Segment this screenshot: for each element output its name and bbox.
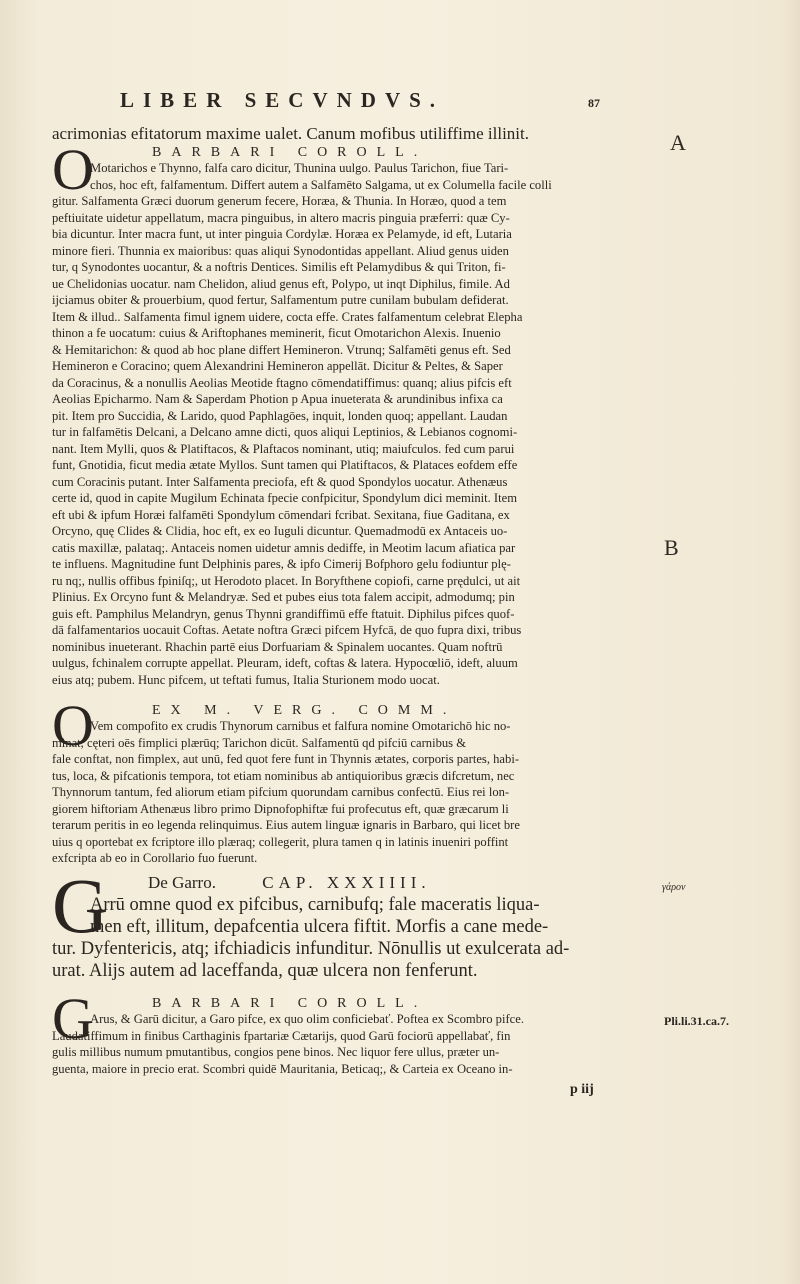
drop-capital: G	[52, 862, 109, 949]
chapter-title-block	[52, 862, 664, 982]
text-line: guenta, maiore in precio erat. Scombri quidē Mauritania, Beticaq;, & Carteia ex Oceano in-	[52, 1061, 513, 1076]
text-line: uius q oportebat ex fcriptore illo plæraq; collegerit, plura tamen q in latinis inueniri poffint	[52, 834, 509, 849]
text-line: certe id, quod in capite Mugilum Echinata fpecie confpicitur, Spondylum dici meminit. Item	[52, 491, 517, 505]
text-line: gulis millibus numum pmutantibus, congios pene binos. Nec liquor fere ullus, præter un-	[52, 1045, 500, 1059]
chapter-block	[52, 862, 664, 982]
text-line: nant. Item Mylli, quos & Platiftacos, & Plaftacos nominant, utiq; maiufculos. fed cum parui	[52, 441, 515, 456]
drop-capital: O	[52, 137, 94, 202]
section-3-block	[52, 986, 664, 1077]
text-line: terarum peritis in eo legenda relinquimus. Eius autem linguæ ignaris in Barbaro, qui licet bre	[52, 818, 520, 832]
text-line: te influens. Magnitudine funt Delphinis pares, & ipfo Cimerij Bofphoro gelu fodiuntur plę-	[52, 557, 511, 571]
section-heading: BARBARI COROLL.	[152, 145, 428, 160]
text-line: giorem hiftoriam Athenæus libro primo Dipnofophiftæ fui profecutus eft, quæ græcarum li	[52, 801, 509, 816]
drop-capital: G	[52, 986, 94, 1051]
text-line: ru nq;, nullis offibus fpiniſq;, ut Herodoto placet. In Boryfthene copiofi, carne prędulci, ut ait	[52, 573, 521, 588]
text-line: tur, q Synodontes uocantur, & a noftris Dentices. Similis eft Pelamydibus & qui Triton, fi-	[52, 260, 506, 274]
text-line: tur in falfamētis Delcani, a Delcano amne dicti, quos aliqui Leptinios, & Lebianos cognomi-	[52, 425, 518, 439]
text-line: cum Coracinis putant. Inter Salfamenta preciofa, eft & quod Spondylos uocatur. Athenæus	[52, 474, 508, 489]
margin-note-pliny: Pli.li.31.ca.7.	[664, 1014, 729, 1028]
text-line: urat. Alijs autem ad laceffanda, quæ ulcera non fenferunt.	[52, 961, 478, 981]
text-line: & Hemitarichon: & quod ab hoc plane differt Hemineron. Vtrunq; Salfamēti genus eft. Sed	[52, 342, 511, 357]
text-line: Orcyno, quę Clides & Clidia, hoc eft, ex eo Iuguli dicuntur. Quemadmodū ex Antaceis uo-	[52, 524, 508, 538]
chapter-number: CAP. XXXIIII.	[262, 873, 431, 892]
text-line: eius atq; pubem. Hunc pifcem, ut teftati fumus, Italia Sturionem modo uocat.	[52, 672, 440, 687]
text-line: Vem compofito ex crudis Thynorum carnibus et falfura nomine Omotarichō hic no-	[90, 719, 511, 733]
text-line: thinon a fe uocatum: cuius & Ariftophanes meminerit, ficut Omotarichon Alexis. Inuenio	[52, 326, 501, 340]
section-1-block	[52, 137, 664, 688]
text-line: guis eft. Pamphilus Melandryn, genus Thynni grandiffimū effe ftatuit. Diphilus pifces quof-	[52, 606, 515, 621]
text-line: da Coracinus, & a nonullis Aeolias Meotide ftagno cōmendatiffimus: quanq; alius pifcis eft	[52, 375, 512, 390]
paragraph	[52, 1011, 664, 1077]
text-line: peftiuitate uidetur appellatum, macra pinguibus, in altero macris pinguia præferri: quæ Cy-	[52, 210, 510, 225]
text-line: tus, loca, & pifcationis tempora, tot etiam nominibus ab antiquioribus græcis difcretum, nec	[52, 768, 515, 783]
text-line: catis maxillæ, palataq;. Antaceis nomen uidetur amnis dediffe, in Meotim lacum afiatica par	[52, 540, 516, 555]
text-line: Hemineron e Coracino; quem Alexandrini Hemineron appellāt. Dicitur & Peltes, & Saper	[52, 359, 503, 373]
section-heading: BARBARI COROLL.	[152, 996, 428, 1011]
text-line: exfcripta ab eo in Corollario fuo fuerunt.	[52, 851, 258, 865]
section-2-block	[52, 693, 664, 867]
text-line: Laudatiffimum in finibus Carthaginis fpartariæ Cætarijs, quod Garū fociorū appellabať, fin	[52, 1028, 511, 1043]
text-line: gitur. Salfamenta Græci duorum generum fecere, Horæa, & Thunia. In Horæo, quod a tem	[52, 194, 507, 208]
signature-mark: p iij	[570, 1082, 594, 1097]
paragraph	[52, 160, 664, 688]
drop-capital: O	[52, 693, 94, 758]
text-line: nominibus inueterant. Rhachin partē eius Dorfuariam & Spinalem uocantes. Quam noftrū	[52, 639, 503, 654]
text-line: tur. Dyfentericis, atq; ifchiadicis infunditur. Nōnullis ut exulcerata ad-	[52, 939, 570, 959]
text-line: eft ubi & ipfum Horæi falfamēti Spondylum cōmendari fcribat. Sexitana, fiue Gaditana, ex	[52, 507, 510, 522]
text-line: minore fieri. Thunnia ex maioribus: quas aliqui Synodontidas appellant. Aliud genus uiden	[52, 243, 509, 258]
text-line: ijciamus obiter & prouerbium, quod fertur, Salfamentum putre cunilam bubulam defiderat.	[52, 293, 509, 307]
section-heading: EX M. VERG. COMM.	[152, 703, 457, 718]
text-line: uulgus, fchinalem corrupte appellat. Pleuram, ideft, coftas & latera. Hypocœliō, ideft, aluum	[52, 656, 518, 670]
margin-note-greek: γάρον	[662, 882, 686, 893]
text-line: Aeolias Epicharmo. Nam & Saperdam Photion p Apua inueterata & arundinibus infixa ca	[52, 392, 503, 406]
text-line: pit. Item pro Succidia, & Larido, quod Paphlagōes, inquit, londen quoq; appellant. Laudan	[52, 408, 508, 423]
text-line: chos, hoc eft, falfamentum. Differt autem a Salfamēto Salgama, ut ex Columella facile colli	[90, 177, 552, 192]
opening-line: acrimonias efitatorum maxime ualet. Canum mofibus utiliffime illinit.	[52, 124, 530, 143]
text-line: fale conftat, non fimplex, aut unū, fed quot fere funt in Thynnis ætates, corporis partes, habi-	[52, 752, 520, 766]
text-line: dā falfamentarios uocauit Coftas. Aetate noftra Græci pifcem Hyfcā, de quo fupra dixi, tribus	[52, 623, 522, 637]
section-1	[52, 123, 664, 688]
paragraph	[52, 718, 664, 867]
margin-letter-a: A	[670, 130, 686, 155]
text-line: ue Chelidonias uocatur. nam Chelidon, aliud genus eft, Polypo, ut inqt Diphilus, fimile. Ad	[52, 276, 510, 291]
folio-number: 87	[588, 96, 600, 110]
text-line: Arus, & Garū dicitur, a Garo pifce, ex quo olim conficiebať. Poftea ex Scombro pifce.	[90, 1012, 524, 1026]
text-line: bia dicuntur. Inter macra funt, ut inter pinguia Cordylæ. Horæa ex Pelamyde, id eft, Lutaria	[52, 227, 512, 241]
chapter-title: De Garro.	[148, 873, 216, 892]
text-line: funt, Gnotidia, ficut media ætate Myllos. Sunt tamen qui Platiftacos, & Plataces eofdem effe	[52, 458, 518, 472]
text-line: Motarichos e Thynno, falfa caro dicitur, Thunina uulgo. Paulus Tarichon, fiue Tari-	[90, 161, 509, 175]
text-line: Plinius. Ex Orcyno funt & Melandryæ. Sed et pubes eius tota falem accipit, admodumq; pin	[52, 590, 515, 604]
section-2	[52, 693, 664, 867]
chapter-title-row	[52, 872, 664, 894]
text-line: Item & illud.. Salfamenta fimul ignem uidere, cocta effe. Crates falfamentum celebrat Elepha	[52, 309, 523, 324]
text-line: men eft, illitum, depafcentia ulcera fiftit. Morfis a cane mede-	[90, 917, 549, 937]
text-line: minat, cęteri oēs fimplici plærūq; Tarichon dicūt. Salfamentū qd pifciū carnibus &	[52, 735, 467, 750]
running-header: LIBER SECVNDVS.	[120, 88, 445, 112]
margin-letter-b: B	[664, 535, 679, 560]
text-line: Arrū omne quod ex pifcibus, carnibufq; fale maceratis liqua-	[90, 895, 540, 915]
text-line: Thynnorum tantum, fed aliorum etiam pifcium quorundam carnibus confectū. Eius rei lon-	[52, 785, 510, 799]
paragraph	[52, 894, 664, 982]
section-3	[52, 986, 664, 1077]
